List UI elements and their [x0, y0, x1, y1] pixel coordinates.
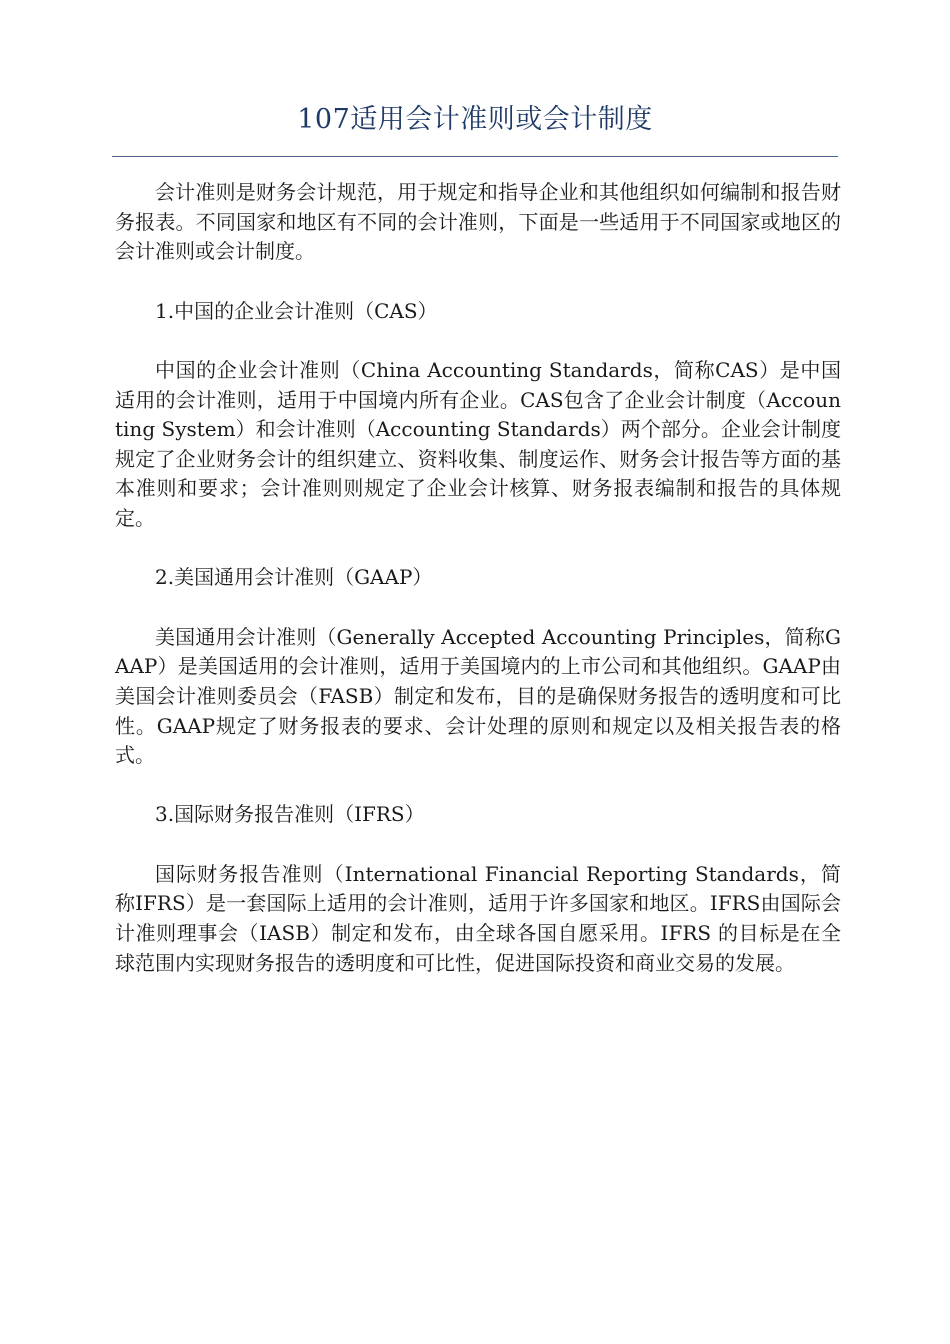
- section-heading-gaap: 2.美国通用会计准则（GAAP）: [155, 565, 433, 590]
- document-body: [115, 178, 841, 1008]
- section-heading-cas: 1.中国的企业会计准则（CAS）: [155, 298, 438, 323]
- intro-paragraph: 会计准则是财务会计规范，用于规定和指导企业和其他组织如何编制和报告财务报表。不同国家和地区有不同的会计准则，下面是一些适用于不同国家或地区的会计准则或会计制度。: [115, 180, 841, 264]
- document-title: 107适用会计准则或会计制度: [297, 104, 653, 135]
- gaap-paragraph: 美国通用会计准则（Generally Accepted Accounting Principles，简称GAAP）是美国适用的会计准则，适用于美国境内的上市公司和其他组织。GAAP由美国会计准则委员会（FASB）制定和发布，目的是确保财务报告的透明度和可比性。GAAP规定了财务报表的要求、会计处理的原则和规定以及相关报告表的格式。: [115, 624, 841, 768]
- section-heading-ifrs: 3.国际财务报告准则（IFRS）: [155, 802, 425, 827]
- title-underline: [112, 156, 838, 157]
- cas-paragraph: 中国的企业会计准则（China Accounting Standards，简称CAS）是中国适用的会计准则，适用于中国境内所有企业。CAS包含了企业会计制度（Accounting System）和会计准则（Accounting Standards）两个部分。企业会计制度规定了企业财务会计的组织建立、资料收集、制度运作、财务会计报告等方面的基本准则和要求；会计准则则规定了企业会计核算、财务报表编制和报告的具体规定。: [115, 357, 841, 530]
- ifrs-paragraph: 国际财务报告准则（International Financial Reporting Standards，简称IFRS）是一套国际上适用的会计准则，适用于许多国家和地区。IFRS由国际会计准则理事会（IASB）制定和发布，由全球各国自愿采用。IFRS 的目标是在全球范围内实现财务报告的透明度和可比性，促进国际投资和商业交易的发展。: [115, 861, 841, 975]
